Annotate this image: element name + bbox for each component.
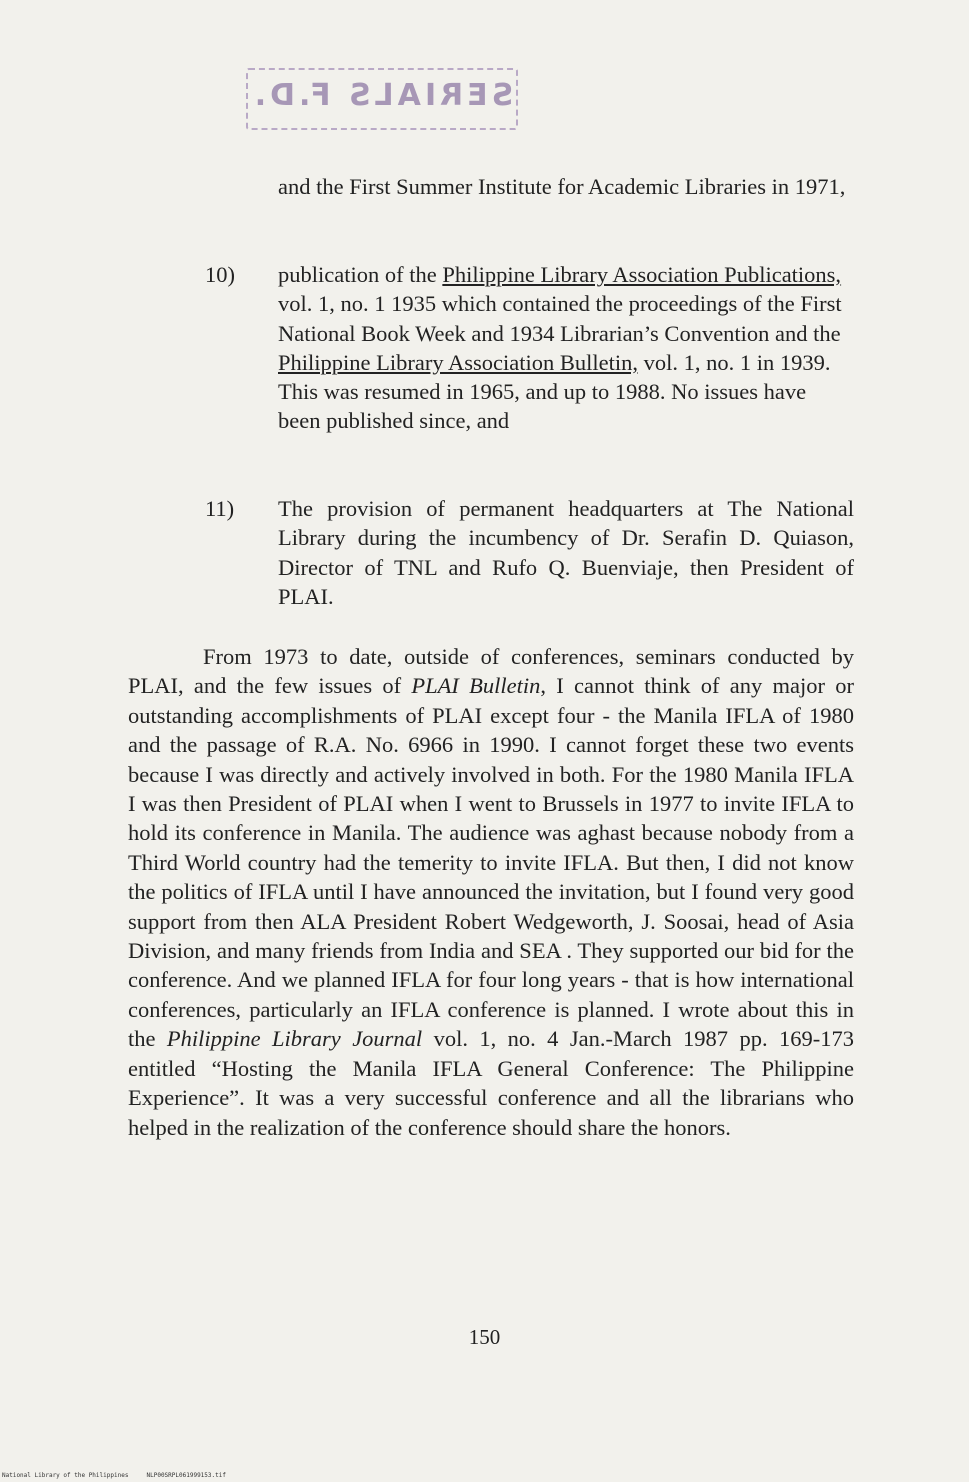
italic-title-plai-bulletin: PLAI Bulletin <box>411 673 541 699</box>
paragraph-text-part: , I cannot think of any major or outstanding accomplishments of PLAI except four - the Manila IFLA of 1980 and the passage of R.A. No. 6966 in 1990. I cannot forget these two events because I was directly and actively involved in both. For the 1980 Manila IFLA I was then President of PLAI when I went to Brussels in 1977 to invite IFLA to hold its conference in Manila. The audience was aghast because nobody from a Third World country had the temerity to invite IFLA. But then, I did not know the politics of IFLA until I have announced the invitation, but I found very good support from then ALA President Robert Wedgeworth, J. Soosai, head of Asia Division, and many friends from India and SEA . They supported our bid for the conference. And we planned IFLA for four long years - that is how international conferences, particularly an IFLA conference is planned. I wrote about this in the <box>128 673 855 1052</box>
italic-title-philippine-library-journal: Philippine Library Journal <box>166 1026 423 1052</box>
page-number: 150 <box>468 1325 501 1349</box>
serials-stamp <box>246 68 518 130</box>
body-paragraph <box>128 642 854 1142</box>
continuation-text: and the First Summer Institute for Academic Libraries in 1971, <box>278 174 846 199</box>
paragraph-text-part: vol. 1, no. 4 Jan.-March 1987 pp. 169-173 entitled “Hosting the Manila IFLA General Conference: The Philippine Experience”. It was a very successful conference and all the librarians who helped in the realization of the conference should share the honors. <box>128 1026 854 1140</box>
underlined-title-bulletin: Philippine Library Association Bulletin, <box>278 349 638 375</box>
list-item-text: The provision of permanent headquarters at The National Library during the incumbency of Dr. Serafin D. Quiason, Director of TNL and Rufo Q. Buenviaje, then President of PLAI. <box>278 496 854 609</box>
stamp-text: SERIALS F.D. <box>250 78 514 113</box>
footer-source: National Library of the Philippines <box>2 1472 129 1479</box>
item-text-part: vol. 1, no. 1 in 1939. This was resumed in 1965, and up to 1988. No issues have been published since, and <box>278 349 831 434</box>
scan-footer <box>2 1472 226 1479</box>
paragraph-text-part: From 1973 to date, outside of conferences, seminars conducted by PLAI, and the few issues of <box>128 644 854 699</box>
list-item-number: 11) <box>205 496 235 521</box>
item-text-part: publication of the <box>278 262 443 287</box>
list-item-text <box>278 260 854 436</box>
underlined-title-publications: Philippine Library Association Publications, <box>442 262 842 287</box>
item-text-part: vol. 1, no. 1 1935 which contained the proceedings of the First National Book Week and 1934 Librarian’s Convention and the <box>278 291 842 346</box>
footer-file: NLP00SRPL061999153.tif <box>146 1472 226 1479</box>
list-item-number: 10) <box>205 262 235 287</box>
